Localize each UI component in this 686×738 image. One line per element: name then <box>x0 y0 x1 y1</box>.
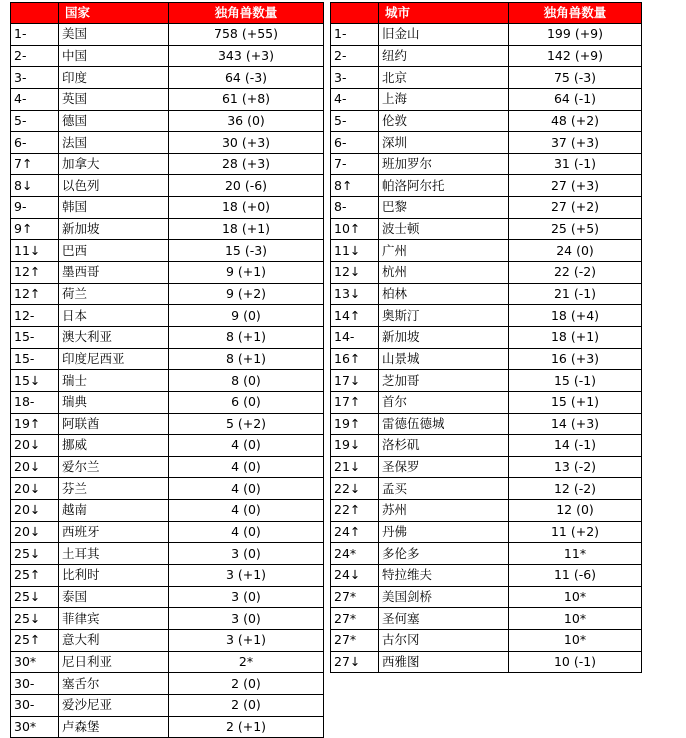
country-header: 国家 <box>59 3 169 24</box>
name-cell: 法国 <box>59 132 169 154</box>
count-cell: 31 (-1) <box>509 153 642 175</box>
count-cell: 12 (0) <box>509 500 642 522</box>
count-cell: 36 (0) <box>169 110 324 132</box>
name-cell: 挪威 <box>59 435 169 457</box>
count-cell: 6 (0) <box>169 391 324 413</box>
city-row <box>331 370 642 392</box>
rank-cell: 27↓ <box>331 651 379 673</box>
count-cell: 10* <box>509 608 642 630</box>
rank-cell: 7↑ <box>11 153 59 175</box>
name-cell: 新加坡 <box>379 326 509 348</box>
rank-cell: 25↓ <box>11 543 59 565</box>
count-cell: 3 (0) <box>169 608 324 630</box>
country-row <box>11 24 324 46</box>
name-cell: 越南 <box>59 500 169 522</box>
name-cell: 伦敦 <box>379 110 509 132</box>
country-row <box>11 240 324 262</box>
rank-cell: 6- <box>11 132 59 154</box>
city-row <box>331 565 642 587</box>
rank-cell: 30- <box>11 673 59 695</box>
count-cell: 27 (+2) <box>509 197 642 219</box>
count-cell: 75 (-3) <box>509 67 642 89</box>
count-cell: 37 (+3) <box>509 132 642 154</box>
city-row <box>331 435 642 457</box>
city-row <box>331 240 642 262</box>
name-cell: 广州 <box>379 240 509 262</box>
country-row <box>11 565 324 587</box>
country-row <box>11 88 324 110</box>
count-cell: 142 (+9) <box>509 45 642 67</box>
name-cell: 山景城 <box>379 348 509 370</box>
name-cell: 瑞典 <box>59 391 169 413</box>
count-cell: 11 (+2) <box>509 521 642 543</box>
count-cell: 18 (+4) <box>509 305 642 327</box>
rank-cell: 24* <box>331 543 379 565</box>
rank-cell: 11↓ <box>331 240 379 262</box>
city-row <box>331 391 642 413</box>
rank-header <box>11 3 59 24</box>
city-row <box>331 521 642 543</box>
name-cell: 首尔 <box>379 391 509 413</box>
name-cell: 孟买 <box>379 478 509 500</box>
count-cell: 22 (-2) <box>509 262 642 284</box>
city-header-row <box>331 3 642 24</box>
country-row <box>11 67 324 89</box>
country-row <box>11 500 324 522</box>
country-row <box>11 197 324 219</box>
rank-cell: 2- <box>331 45 379 67</box>
count-cell: 5 (+2) <box>169 413 324 435</box>
name-cell: 中国 <box>59 45 169 67</box>
city-row <box>331 283 642 305</box>
count-cell: 9 (0) <box>169 305 324 327</box>
rank-cell: 12↑ <box>11 262 59 284</box>
unicorn-count-header: 独角兽数量 <box>509 3 642 24</box>
rank-cell: 20↓ <box>11 456 59 478</box>
name-cell: 澳大利亚 <box>59 326 169 348</box>
name-cell: 英国 <box>59 88 169 110</box>
city-row <box>331 326 642 348</box>
name-cell: 泰国 <box>59 586 169 608</box>
rank-cell: 16↑ <box>331 348 379 370</box>
rank-cell: 12↓ <box>331 262 379 284</box>
city-table <box>330 2 642 673</box>
country-row <box>11 305 324 327</box>
count-cell: 30 (+3) <box>169 132 324 154</box>
city-row <box>331 132 642 154</box>
name-cell: 深圳 <box>379 132 509 154</box>
rank-cell: 11↓ <box>11 240 59 262</box>
rank-cell: 17↑ <box>331 391 379 413</box>
count-cell: 18 (+0) <box>169 197 324 219</box>
rank-cell: 18- <box>11 391 59 413</box>
count-cell: 3 (+1) <box>169 629 324 651</box>
count-cell: 8 (+1) <box>169 326 324 348</box>
name-cell: 尼日利亚 <box>59 651 169 673</box>
name-cell: 土耳其 <box>59 543 169 565</box>
country-row <box>11 651 324 673</box>
count-cell: 64 (-3) <box>169 67 324 89</box>
name-cell: 旧金山 <box>379 24 509 46</box>
name-cell: 巴黎 <box>379 197 509 219</box>
count-cell: 3 (0) <box>169 586 324 608</box>
country-header-row <box>11 3 324 24</box>
rank-cell: 24↓ <box>331 565 379 587</box>
rank-cell: 1- <box>11 24 59 46</box>
rank-cell: 30* <box>11 716 59 738</box>
count-cell: 18 (+1) <box>509 326 642 348</box>
name-cell: 丹佛 <box>379 521 509 543</box>
count-cell: 24 (0) <box>509 240 642 262</box>
rank-cell: 15- <box>11 348 59 370</box>
rank-cell: 4- <box>331 88 379 110</box>
city-row <box>331 456 642 478</box>
count-cell: 199 (+9) <box>509 24 642 46</box>
rank-cell: 19↓ <box>331 435 379 457</box>
country-table <box>10 2 324 738</box>
name-cell: 美国剑桥 <box>379 586 509 608</box>
name-cell: 多伦多 <box>379 543 509 565</box>
name-cell: 上海 <box>379 88 509 110</box>
name-cell: 德国 <box>59 110 169 132</box>
count-cell: 4 (0) <box>169 521 324 543</box>
name-cell: 北京 <box>379 67 509 89</box>
name-cell: 美国 <box>59 24 169 46</box>
name-cell: 印度尼西亚 <box>59 348 169 370</box>
count-cell: 15 (-3) <box>169 240 324 262</box>
rank-cell: 20↓ <box>11 500 59 522</box>
rank-cell: 7- <box>331 153 379 175</box>
count-cell: 25 (+5) <box>509 218 642 240</box>
count-cell: 10 (-1) <box>509 651 642 673</box>
rank-cell: 10↑ <box>331 218 379 240</box>
city-row <box>331 348 642 370</box>
name-cell: 日本 <box>59 305 169 327</box>
count-cell: 13 (-2) <box>509 456 642 478</box>
country-row <box>11 153 324 175</box>
country-row <box>11 326 324 348</box>
rank-cell: 12- <box>11 305 59 327</box>
city-row <box>331 45 642 67</box>
count-cell: 4 (0) <box>169 456 324 478</box>
name-cell: 以色列 <box>59 175 169 197</box>
city-row <box>331 586 642 608</box>
unicorn-count-header: 独角兽数量 <box>169 3 324 24</box>
rank-cell: 27* <box>331 629 379 651</box>
count-cell: 16 (+3) <box>509 348 642 370</box>
rank-cell: 1- <box>331 24 379 46</box>
name-cell: 塞舌尔 <box>59 673 169 695</box>
count-cell: 14 (-1) <box>509 435 642 457</box>
name-cell: 圣何塞 <box>379 608 509 630</box>
count-cell: 3 (+1) <box>169 565 324 587</box>
rank-cell: 30* <box>11 651 59 673</box>
rank-cell: 14- <box>331 326 379 348</box>
country-row <box>11 543 324 565</box>
country-row <box>11 262 324 284</box>
rank-cell: 4- <box>11 88 59 110</box>
country-row <box>11 629 324 651</box>
count-cell: 3 (0) <box>169 543 324 565</box>
rank-cell: 15↓ <box>11 370 59 392</box>
rank-cell: 3- <box>331 67 379 89</box>
rank-cell: 27* <box>331 586 379 608</box>
name-cell: 西班牙 <box>59 521 169 543</box>
name-cell: 墨西哥 <box>59 262 169 284</box>
rank-cell: 21↓ <box>331 456 379 478</box>
country-row <box>11 716 324 738</box>
name-cell: 洛杉矶 <box>379 435 509 457</box>
count-cell: 11 (-6) <box>509 565 642 587</box>
rank-cell: 30- <box>11 694 59 716</box>
country-row <box>11 348 324 370</box>
count-cell: 15 (-1) <box>509 370 642 392</box>
name-cell: 古尔冈 <box>379 629 509 651</box>
city-row <box>331 88 642 110</box>
city-row <box>331 305 642 327</box>
count-cell: 4 (0) <box>169 478 324 500</box>
name-cell: 圣保罗 <box>379 456 509 478</box>
city-row <box>331 543 642 565</box>
country-row <box>11 175 324 197</box>
name-cell: 班加罗尔 <box>379 153 509 175</box>
rank-cell: 12↑ <box>11 283 59 305</box>
name-cell: 柏林 <box>379 283 509 305</box>
name-cell: 印度 <box>59 67 169 89</box>
name-cell: 巴西 <box>59 240 169 262</box>
rank-cell: 8↓ <box>11 175 59 197</box>
country-row <box>11 586 324 608</box>
country-row <box>11 413 324 435</box>
city-row <box>331 153 642 175</box>
name-cell: 纽约 <box>379 45 509 67</box>
count-cell: 2 (0) <box>169 673 324 695</box>
count-cell: 64 (-1) <box>509 88 642 110</box>
city-row <box>331 500 642 522</box>
rank-cell: 15- <box>11 326 59 348</box>
name-cell: 奥斯汀 <box>379 305 509 327</box>
city-row <box>331 478 642 500</box>
country-row <box>11 110 324 132</box>
rank-cell: 8↑ <box>331 175 379 197</box>
name-cell: 苏州 <box>379 500 509 522</box>
name-cell: 新加坡 <box>59 218 169 240</box>
rank-cell: 25↑ <box>11 629 59 651</box>
rank-cell: 14↑ <box>331 305 379 327</box>
rank-cell: 9- <box>11 197 59 219</box>
count-cell: 20 (-6) <box>169 175 324 197</box>
rank-cell: 20↓ <box>11 435 59 457</box>
name-cell: 西雅图 <box>379 651 509 673</box>
city-row <box>331 262 642 284</box>
country-row <box>11 45 324 67</box>
count-cell: 15 (+1) <box>509 391 642 413</box>
count-cell: 2* <box>169 651 324 673</box>
count-cell: 9 (+2) <box>169 283 324 305</box>
count-cell: 4 (0) <box>169 435 324 457</box>
rank-cell: 6- <box>331 132 379 154</box>
name-cell: 阿联酋 <box>59 413 169 435</box>
count-cell: 18 (+1) <box>169 218 324 240</box>
name-cell: 瑞士 <box>59 370 169 392</box>
city-row <box>331 629 642 651</box>
rank-cell: 13↓ <box>331 283 379 305</box>
rank-cell: 20↓ <box>11 521 59 543</box>
city-row <box>331 67 642 89</box>
count-cell: 14 (+3) <box>509 413 642 435</box>
count-cell: 2 (0) <box>169 694 324 716</box>
name-cell: 雷德伍德城 <box>379 413 509 435</box>
count-cell: 27 (+3) <box>509 175 642 197</box>
city-header: 城市 <box>379 3 509 24</box>
country-row <box>11 608 324 630</box>
name-cell: 爱沙尼亚 <box>59 694 169 716</box>
count-cell: 8 (0) <box>169 370 324 392</box>
name-cell: 杭州 <box>379 262 509 284</box>
rank-cell: 3- <box>11 67 59 89</box>
country-row <box>11 673 324 695</box>
rank-cell: 5- <box>331 110 379 132</box>
rank-cell: 24↑ <box>331 521 379 543</box>
country-row <box>11 218 324 240</box>
count-cell: 21 (-1) <box>509 283 642 305</box>
rank-cell: 22↑ <box>331 500 379 522</box>
rank-cell: 17↓ <box>331 370 379 392</box>
name-cell: 芬兰 <box>59 478 169 500</box>
country-row <box>11 435 324 457</box>
name-cell: 菲律宾 <box>59 608 169 630</box>
count-cell: 10* <box>509 586 642 608</box>
rank-cell: 25↑ <box>11 565 59 587</box>
country-row <box>11 132 324 154</box>
rank-cell: 9↑ <box>11 218 59 240</box>
count-cell: 61 (+8) <box>169 88 324 110</box>
name-cell: 波士顿 <box>379 218 509 240</box>
count-cell: 8 (+1) <box>169 348 324 370</box>
name-cell: 帕洛阿尔托 <box>379 175 509 197</box>
city-row <box>331 197 642 219</box>
name-cell: 韩国 <box>59 197 169 219</box>
count-cell: 11* <box>509 543 642 565</box>
city-row <box>331 651 642 673</box>
city-row <box>331 608 642 630</box>
count-cell: 758 (+55) <box>169 24 324 46</box>
rank-header <box>331 3 379 24</box>
name-cell: 爱尔兰 <box>59 456 169 478</box>
name-cell: 比利时 <box>59 565 169 587</box>
name-cell: 卢森堡 <box>59 716 169 738</box>
name-cell: 特拉维夫 <box>379 565 509 587</box>
rank-cell: 2- <box>11 45 59 67</box>
country-row <box>11 391 324 413</box>
name-cell: 加拿大 <box>59 153 169 175</box>
count-cell: 9 (+1) <box>169 262 324 284</box>
count-cell: 48 (+2) <box>509 110 642 132</box>
country-row <box>11 283 324 305</box>
rank-cell: 19↑ <box>331 413 379 435</box>
rank-cell: 22↓ <box>331 478 379 500</box>
rank-cell: 20↓ <box>11 478 59 500</box>
city-row <box>331 110 642 132</box>
country-row <box>11 370 324 392</box>
rank-cell: 5- <box>11 110 59 132</box>
rank-cell: 8- <box>331 197 379 219</box>
name-cell: 意大利 <box>59 629 169 651</box>
city-row <box>331 413 642 435</box>
count-cell: 12 (-2) <box>509 478 642 500</box>
count-cell: 2 (+1) <box>169 716 324 738</box>
country-row <box>11 521 324 543</box>
rank-cell: 27* <box>331 608 379 630</box>
rank-cell: 25↓ <box>11 608 59 630</box>
country-row <box>11 456 324 478</box>
name-cell: 芝加哥 <box>379 370 509 392</box>
rank-cell: 25↓ <box>11 586 59 608</box>
count-cell: 4 (0) <box>169 500 324 522</box>
country-row <box>11 694 324 716</box>
city-row <box>331 24 642 46</box>
city-row <box>331 218 642 240</box>
count-cell: 10* <box>509 629 642 651</box>
count-cell: 343 (+3) <box>169 45 324 67</box>
city-row <box>331 175 642 197</box>
name-cell: 荷兰 <box>59 283 169 305</box>
country-row <box>11 478 324 500</box>
rank-cell: 19↑ <box>11 413 59 435</box>
count-cell: 28 (+3) <box>169 153 324 175</box>
